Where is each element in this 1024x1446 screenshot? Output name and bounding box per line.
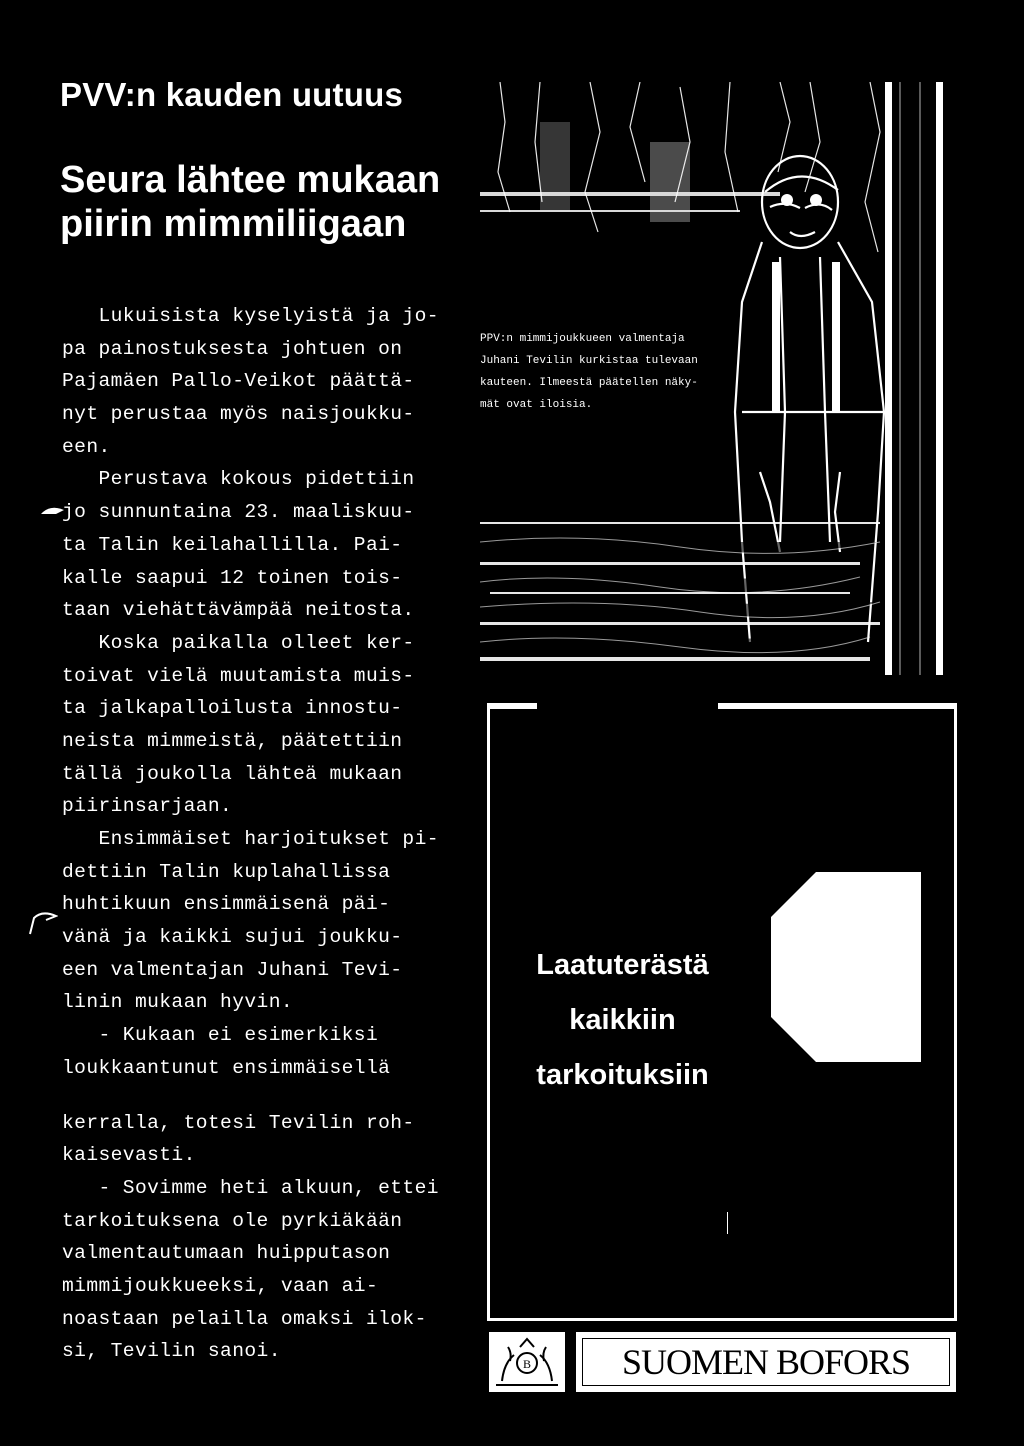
ad-frame-top-right — [718, 703, 957, 709]
bofors-brand-name: SUOMEN BOFORS — [582, 1338, 950, 1386]
body-line: tarkoituksena ole pyrkiäkään — [62, 1209, 403, 1232]
ad-slogan-line-2: kaikkiin — [569, 1004, 676, 1036]
body-line: piirinsarjaan. — [62, 795, 233, 818]
body-line: mimmijoukkueeksi, vaan ai- — [62, 1274, 379, 1297]
body-line: jo sunnuntaina 23. maaliskuu- — [62, 501, 415, 524]
body-line: neista mimmeistä, päätettiin — [62, 729, 403, 752]
body-line: toivat vielä muutamista muis- — [62, 664, 415, 687]
ad-frame-top-left — [487, 703, 537, 709]
body-line — [62, 1085, 482, 1107]
body-line: ta jalkapalloilusta innostu- — [62, 697, 403, 720]
body-line: ta Talin keilahallilla. Pai- — [62, 533, 403, 556]
body-line: si, Tevilin sanoi. — [62, 1340, 281, 1363]
body-line: kaisevasti. — [62, 1144, 196, 1167]
body-line: Perustava kokous pidettiin — [62, 468, 415, 491]
body-line: linin mukaan hyvin. — [62, 991, 294, 1014]
body-line: loukkaantunut ensimmäisellä — [62, 1056, 391, 1079]
caption-line: kauteen. Ilmeestä päätellen näky- — [480, 377, 698, 389]
body-line: kerralla, totesi Tevilin roh- — [62, 1111, 415, 1134]
photo-caption — [480, 328, 770, 416]
article-body — [62, 300, 482, 1368]
headline-line-2: piirin mimmiliigaan — [60, 203, 407, 245]
ad-slogan — [500, 938, 745, 1103]
octagon-shape — [771, 872, 921, 1062]
pencil-mark-icon — [28, 908, 58, 938]
body-line: dettiin Talin kuplahallissa — [62, 860, 391, 883]
body-line: valmentautumaan huipputason — [62, 1242, 391, 1265]
body-line: tällä joukolla lähteä mukaan — [62, 762, 403, 785]
body-line: nyt perustaa myös naisjoukku- — [62, 403, 415, 426]
body-line: Ensimmäiset harjoitukset pi- — [62, 828, 439, 850]
body-line: een. — [62, 435, 111, 458]
ad-slogan-line-1: Laatuterästä — [536, 949, 709, 981]
body-line: - Sovimme heti alkuun, ettei — [62, 1176, 439, 1199]
body-line: een valmentajan Juhani Tevi- — [62, 958, 403, 981]
caption-line: mät ovat iloisia. — [480, 399, 593, 411]
headline-line-1: Seura lähtee mukaan — [60, 159, 441, 201]
body-line: Pajamäen Pallo-Veikot päättä- — [62, 370, 415, 393]
article-headline — [60, 158, 480, 246]
crest-illustration — [490, 1333, 564, 1391]
ad-tick-mark — [727, 1212, 728, 1234]
body-line: vänä ja kaikki sujui joukku- — [62, 926, 403, 949]
body-line: noastaan pelailla omaksi ilok- — [62, 1307, 427, 1330]
body-line: Lukuisista kyselyistä ja jo- — [62, 305, 439, 327]
bofors-brand-box — [576, 1332, 956, 1392]
article-kicker: PVV:n kauden uutuus — [60, 76, 404, 113]
body-line: pa painostuksesta johtuen on — [62, 337, 403, 360]
ad-slogan-line-3: tarkoituksiin — [536, 1059, 709, 1091]
body-line: taan viehättävämpää neitosta. — [62, 599, 415, 622]
body-line: Koska paikalla olleet ker- — [62, 631, 415, 654]
body-line: huhtikuun ensimmäisenä päi- — [62, 893, 391, 916]
svg-text:B: B — [522, 1357, 532, 1371]
caption-line: PPV:n mimmijoukkueen valmentaja — [480, 333, 685, 345]
bofors-crest-icon — [489, 1332, 565, 1392]
body-line: - Kukaan ei esimerkiksi — [62, 1024, 379, 1047]
caption-line: Juhani Tevilin kurkistaa tulevaan — [480, 355, 698, 367]
body-line: kalle saapui 12 toinen tois- — [62, 566, 403, 589]
pencil-mark-icon — [40, 500, 66, 516]
